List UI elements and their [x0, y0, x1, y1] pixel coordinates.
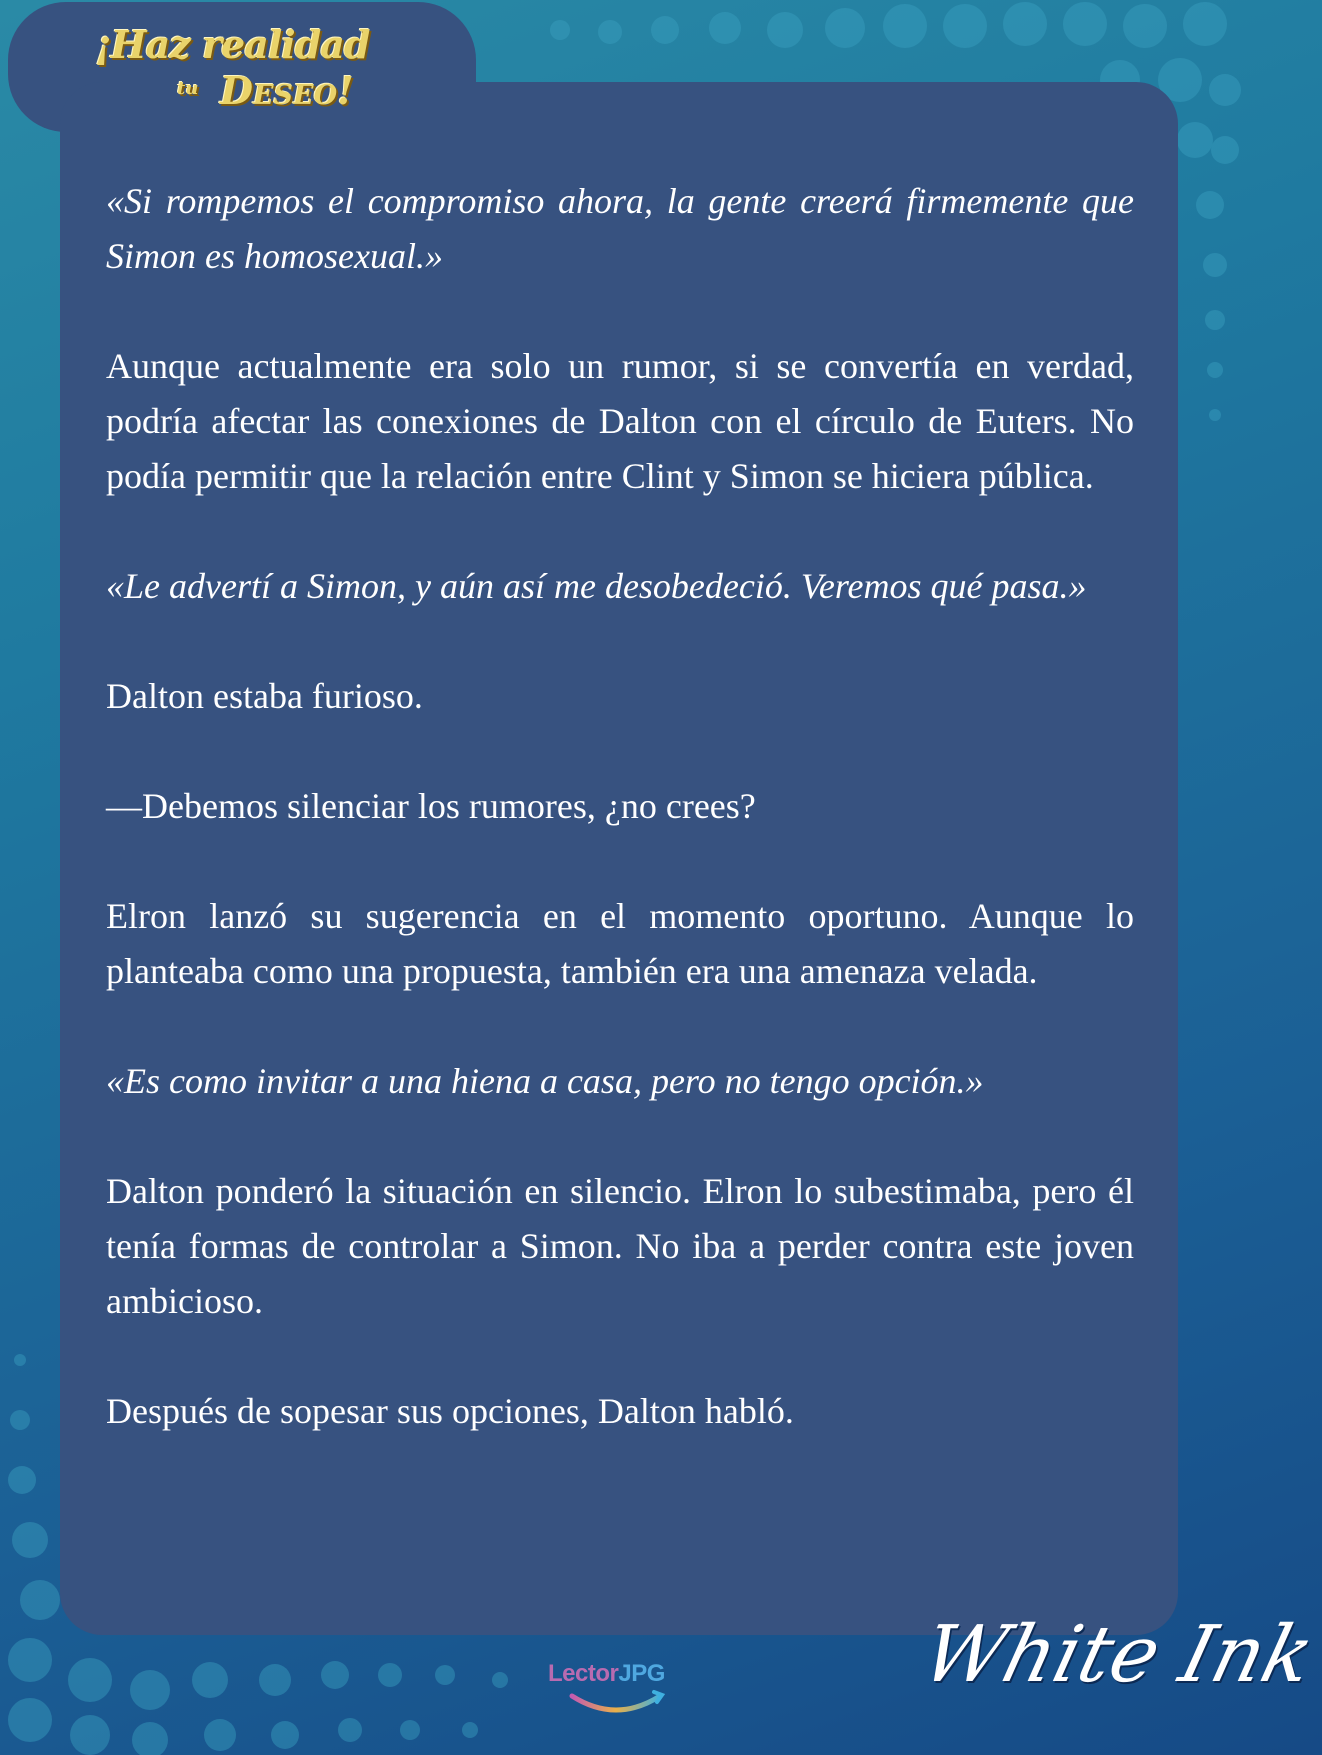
paragraph-6: Elron lanzó su sugerencia en el momento oportuno. Aunque lo planteaba como una propuesta, también era una amenaza velada. — [106, 896, 1134, 991]
story-text — [106, 174, 1134, 1439]
paragraph-4: Dalton estaba furioso. — [106, 676, 423, 716]
lectorjpg-watermark — [548, 1660, 688, 1720]
smile-arc-icon — [566, 1690, 666, 1718]
paragraph-9: Después de sopesar sus opciones, Dalton habló. — [106, 1391, 794, 1431]
paragraph-5: —Debemos silenciar los rumores, ¿no crees? — [106, 786, 756, 826]
paragraph-3: «Le advertí a Simon, y aún así me desobedeció. Veremos qué pasa.» — [106, 566, 1087, 606]
white-ink-signature: White Ink — [913, 1610, 1322, 1700]
brand-logo — [95, 22, 385, 122]
logo-line-3: Deseo! — [220, 68, 354, 113]
logo-line-1: ¡Haz realidad — [95, 22, 370, 67]
watermark-part-1: Lector — [548, 1660, 619, 1687]
logo-line-2: tu — [177, 78, 199, 99]
paragraph-2: Aunque actualmente era solo un rumor, si se convertía en verdad, podría afectar las conexiones de Dalton con el círculo de Euters. No podía permitir que la relación entre Clint y Simon se hiciera pública. — [106, 346, 1134, 496]
paragraph-7: «Es como invitar a una hiena a casa, pero no tengo opción.» — [106, 1061, 984, 1101]
watermark-text — [548, 1660, 665, 1688]
paragraph-8: Dalton ponderó la situación en silencio. Elron lo subestimaba, pero él tenía formas de controlar a Simon. No iba a perder contra este joven ambicioso. — [106, 1171, 1134, 1321]
paragraph-1: «Si rompemos el compromiso ahora, la gente creerá firmemente que Simon es homosexual.» — [106, 181, 1134, 276]
watermark-part-2: JPG — [618, 1660, 665, 1687]
